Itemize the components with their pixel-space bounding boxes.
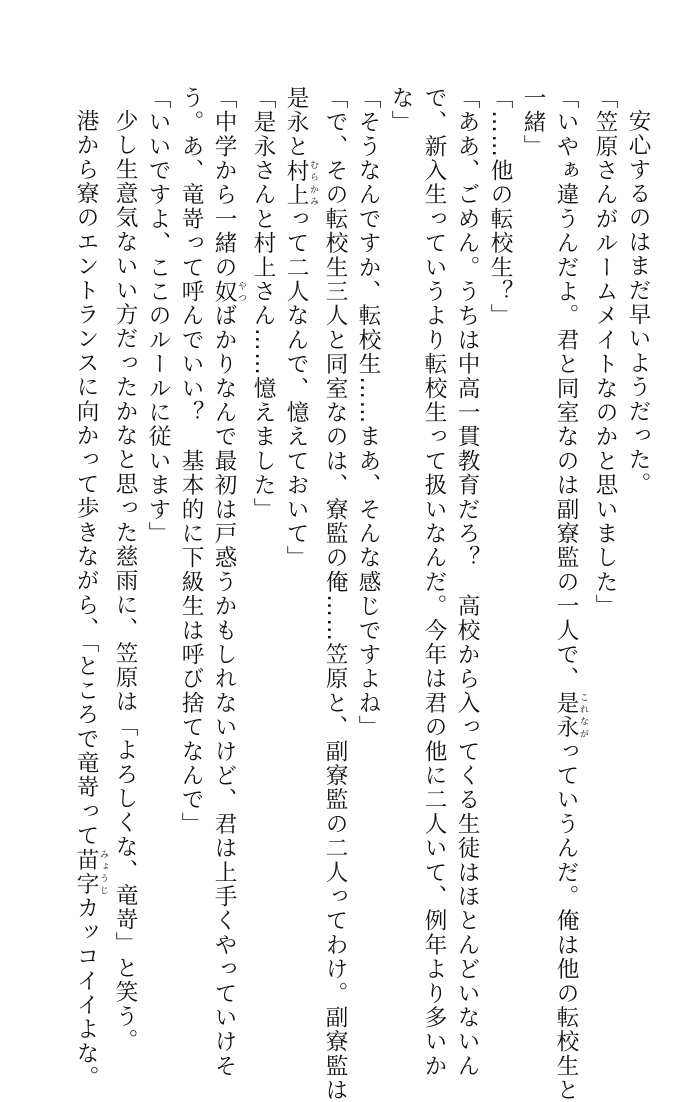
text-segment: カッコイイよな。 bbox=[73, 896, 99, 1090]
text-segment: 「そうなんですか、転校生……まあ、そんな感じですよね」 bbox=[355, 86, 381, 740]
text-segment: 「笠原さんがルームメイトなのかと思いました」 bbox=[592, 86, 618, 619]
ruby-base: 是永 bbox=[553, 691, 579, 740]
text-segment: 港から寮のエントランスに向かって歩きながら、「ところで竜嵜って bbox=[73, 109, 99, 848]
text-line bbox=[207, 86, 246, 1079]
text-line bbox=[450, 86, 483, 1079]
text-line bbox=[588, 86, 621, 958]
text-segment: 安心するのはまだ早いようだった。 bbox=[625, 109, 651, 497]
ruby-word bbox=[73, 847, 108, 897]
text-line bbox=[483, 86, 516, 958]
text-segment: 是永と bbox=[283, 86, 309, 159]
text-segment: 「ああ、ごめん。うちは中高一貫教育だろ？ 高校から入ってくる生徒はほとんどいないん bbox=[454, 86, 480, 1079]
text-segment: う。あ、竜嵜って呼んでいい？ 基本的に下級生は呼び捨てなんで」 bbox=[178, 86, 204, 837]
text-segment: 「中学から一緒の bbox=[211, 86, 237, 280]
text-segment: 「いやぁ違うんだよ。君と同室なのは副寮監の一人で、 bbox=[553, 86, 579, 691]
furigana: むらかみ bbox=[308, 158, 318, 208]
text-segment: 「是永さんと村上さん……憶えました」 bbox=[250, 86, 276, 522]
text-line bbox=[141, 86, 174, 958]
vertical-text-body bbox=[69, 86, 654, 1102]
text-segment: な」 bbox=[388, 86, 414, 135]
text-line bbox=[108, 86, 141, 1053]
text-line bbox=[318, 86, 351, 1102]
text-line bbox=[279, 86, 318, 958]
furigana: みょうじ bbox=[98, 847, 108, 897]
ruby-word bbox=[553, 691, 588, 740]
text-segment: 「で、その転校生三人と同室なのは、寮監の俺……笠原と、副寮監の二人ってわけ。副寮監は bbox=[322, 86, 348, 1102]
text-line bbox=[69, 86, 108, 1090]
text-segment: で、新入生っていうより転校生って扱いなんだ。今年は君の他に二人いて、例年より多いか bbox=[421, 86, 447, 1079]
furigana: これなが bbox=[578, 691, 588, 740]
text-segment: 一緒」 bbox=[520, 86, 546, 159]
text-segment: 「……他の転校生？」 bbox=[487, 86, 513, 328]
text-segment: って二人なんで、憶えておいて」 bbox=[283, 207, 309, 571]
text-line bbox=[549, 86, 588, 1102]
text-line bbox=[174, 86, 207, 958]
text-line bbox=[351, 86, 384, 958]
text-segment: 少し生意気ないい方だったかなと思った慈雨に、笠原は「よろしくな、竜嵜」と笑う。 bbox=[112, 109, 138, 1053]
ruby-word bbox=[283, 158, 318, 208]
text-line bbox=[384, 86, 417, 958]
text-segment: ばかりなんで最初は戸惑うかもしれないけど、君は上手くやっていけそ bbox=[211, 303, 237, 1079]
ruby-base: 苗字 bbox=[73, 847, 99, 897]
ruby-base: 奴 bbox=[211, 279, 237, 304]
text-segment: っていうんだ。俺は他の転校生と bbox=[553, 739, 579, 1102]
text-line bbox=[516, 86, 549, 958]
text-segment: 「いいですよ、ここのルールに従います」 bbox=[145, 86, 171, 546]
ruby-word bbox=[211, 279, 246, 304]
text-line bbox=[417, 86, 450, 1079]
text-line bbox=[621, 86, 654, 958]
furigana: やつ bbox=[236, 279, 246, 304]
ruby-base: 村上 bbox=[283, 158, 309, 208]
text-line bbox=[246, 86, 279, 958]
